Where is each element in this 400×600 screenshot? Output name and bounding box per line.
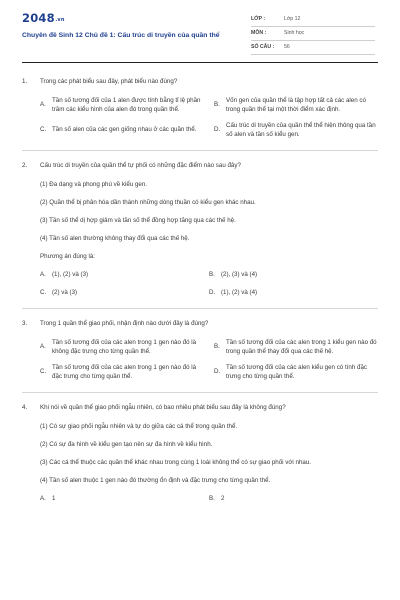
option-c[interactable] <box>40 364 204 382</box>
option-a[interactable] <box>40 271 209 280</box>
question-divider <box>22 150 378 151</box>
option-text: (1), (2) và (4) <box>221 288 258 296</box>
statement: (3) Tần số thể dị hợp giảm và tần số thể đồng hợp tăng qua các thế hệ. <box>40 216 236 224</box>
question-number: 4. <box>22 403 28 411</box>
question-text: Trong 1 quần thể giao phối, nhận định nào dưới đây là đúng? <box>40 319 209 327</box>
question-1 <box>22 78 378 140</box>
statement: (1) Đa dạng và phong phú về kiểu gen. <box>40 180 147 188</box>
option-c[interactable] <box>40 122 204 140</box>
option-d[interactable] <box>209 289 378 298</box>
option-text: 1 <box>52 494 56 502</box>
question-text: Cấu trúc di truyền của quần thể tự phối có những đặc điểm nào sau đây? <box>40 161 241 169</box>
meta-table <box>251 13 375 55</box>
statement: (2) Có sự đa hình về kiểu gen tạo nên sự đa hình về kiểu hình. <box>40 440 213 448</box>
option-a[interactable] <box>40 495 209 504</box>
option-letter: B. <box>209 494 215 502</box>
option-text: (1), (2) và (3) <box>52 270 89 278</box>
option-letter: A. <box>40 343 46 351</box>
meta-value: Lớp 12 <box>284 15 301 22</box>
question-divider <box>22 392 378 393</box>
option-text: (2) và (3) <box>52 288 78 296</box>
option-letter: A. <box>40 494 46 502</box>
question-list <box>22 78 378 504</box>
document-title: Chuyên đề Sinh 12 Chủ đề 1: Cấu trúc di truyền của quần thể <box>22 31 220 39</box>
option-b[interactable] <box>214 97 378 115</box>
option-letter: A. <box>40 101 46 109</box>
option-letter: A. <box>40 270 46 278</box>
option-d[interactable] <box>214 364 378 382</box>
meta-value: 56 <box>284 43 290 50</box>
option-letter: D. <box>214 368 221 376</box>
statement: (4) Tần số alen thường không thay đổi qua các thế hệ. <box>40 234 190 242</box>
question-3 <box>22 320 378 382</box>
logo-text: 2048 <box>22 11 55 25</box>
answer-label: Phương án đúng là: <box>40 252 95 260</box>
question-number: 2. <box>22 161 28 169</box>
option-text: (2), (3) và (4) <box>221 270 258 278</box>
statement: (2) Quần thể bị phân hóa dần thành những dòng thuần có kiểu gen khác nhau. <box>40 198 256 206</box>
question-number: 3. <box>22 319 28 327</box>
option-text: Vốn gen của quần thể là tập hợp tất cả các alen có trong quần thể tại một thời điểm xác định. <box>226 96 366 113</box>
logo-suffix: .vn <box>55 17 65 23</box>
meta-key: MÔN : <box>251 29 267 36</box>
option-text: Tần số tương đối của các alen kiểu gen có tính đặc trưng cho từng quần thể. <box>226 363 367 380</box>
statement: (1) Có sự giao phối ngẫu nhiên và tự do giữa các cá thể trong quần thể. <box>40 422 238 430</box>
question-2 <box>22 162 378 298</box>
option-d[interactable] <box>214 122 378 140</box>
header-divider <box>22 62 378 63</box>
option-b[interactable] <box>209 495 378 504</box>
option-text: Tần số tương đối của các alen trong 1 gen nào đó là không đặc trưng cho từng quần thể. <box>52 338 197 355</box>
option-letter: C. <box>40 288 47 296</box>
option-letter: C. <box>40 126 47 134</box>
option-text: Cấu trúc di truyền của quần thể thể hiện thông qua tần số alen và tần số kiểu gen. <box>226 121 376 138</box>
option-letter: D. <box>214 126 221 134</box>
meta-key: LỚP : <box>251 15 266 22</box>
option-a[interactable] <box>40 339 204 357</box>
question-divider <box>22 308 378 309</box>
question-number: 1. <box>22 78 28 85</box>
option-text: Tần số tương đối của 1 alen được tính bằng tỉ lệ phần trăm các kiểu hình của alen đó trong quần thể. <box>52 96 201 113</box>
option-letter: D. <box>209 288 216 296</box>
question-text: Khi nói về quần thể giao phối ngẫu nhiên, có bao nhiêu phát biểu sau đây là không đúng? <box>40 403 286 411</box>
option-text: Tần số tương đối của các alen trong 1 gen nào đó là đặc trưng cho từng quần thể. <box>52 363 197 380</box>
meta-row-subject <box>251 27 375 41</box>
option-letter: B. <box>214 343 220 351</box>
option-text: Tần số alen của các gen giống nhau ở các quần thể. <box>52 126 197 134</box>
meta-value: Sinh học <box>284 29 305 36</box>
statement: (4) Tần số alen thuộc 1 gen nào đó thường ổn định và đặc trưng cho từng quần thể. <box>40 476 271 484</box>
meta-row-count <box>251 41 375 55</box>
option-b[interactable] <box>214 339 378 357</box>
option-a[interactable] <box>40 97 204 115</box>
option-letter: C. <box>40 368 47 376</box>
question-4 <box>22 404 378 504</box>
option-letter: B. <box>209 270 215 278</box>
option-text: 2 <box>221 494 225 502</box>
meta-key: SỐ CÂU : <box>251 43 275 50</box>
question-text: Trong các phát biểu sau đây, phát biểu nào đúng? <box>40 78 178 85</box>
meta-row-class <box>251 13 375 27</box>
page-header <box>0 0 400 62</box>
option-c[interactable] <box>40 289 209 298</box>
option-b[interactable] <box>209 271 378 280</box>
option-letter: B. <box>214 101 220 109</box>
option-text: Tần số tương đối của các alen trong 1 kiểu gen nào đó trong quần thể thay đổi qua các thế hệ. <box>226 338 377 355</box>
statement: (3) Các cá thể thuộc các quần thể khác nhau trong cùng 1 loài không thể có sự giao phối với nhau. <box>40 458 311 466</box>
